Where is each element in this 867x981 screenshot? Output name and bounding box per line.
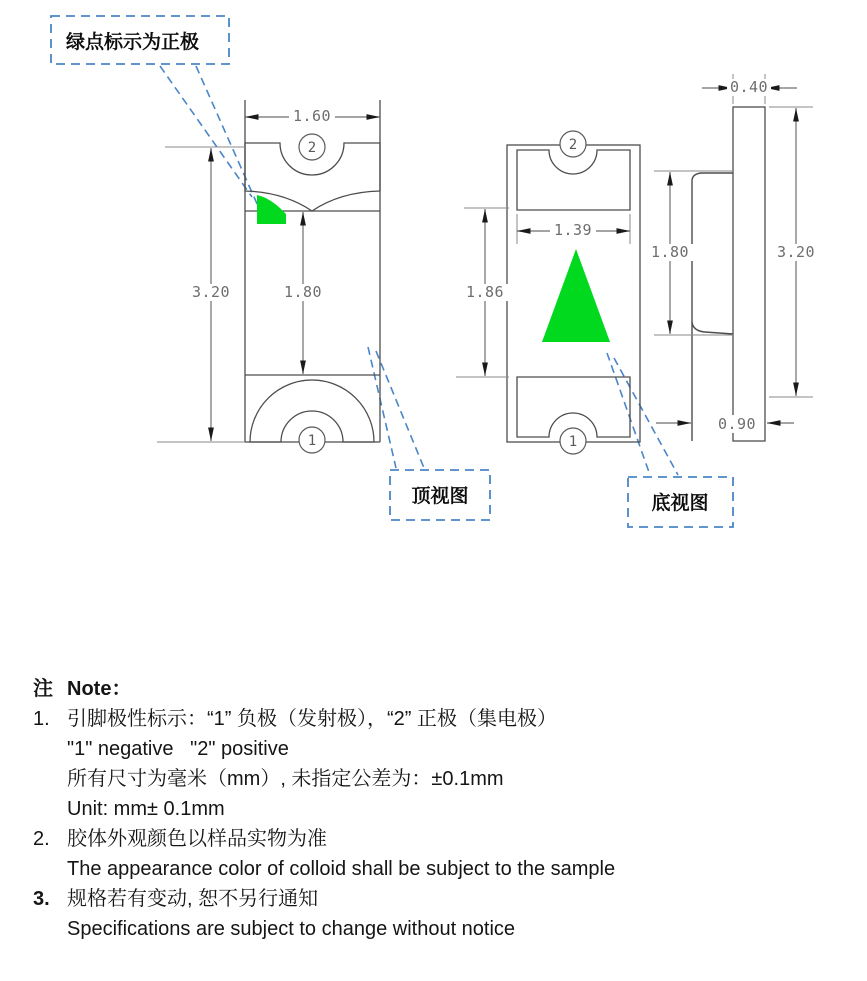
note-item-text: Unit: mm± 0.1mm [67, 798, 225, 820]
dim-top-view-width: 1.60 [292, 107, 332, 125]
note-heading-en: Note： [67, 678, 132, 700]
note-heading [33, 674, 833, 704]
dim-top-view-inner: 1.80 [283, 283, 323, 301]
notes-section [33, 674, 833, 944]
note-item-text: 规格若有变动, 恕不另行通知 [67, 888, 319, 910]
dim-bottom-view-inner-width: 1.39 [553, 221, 593, 239]
green-triangle-marker [542, 249, 610, 342]
note-item-number [33, 764, 67, 794]
note-item-text: "1" negative "2" positive [67, 738, 289, 760]
note-line [33, 764, 833, 794]
dim-bottom-view-inner-height: 1.86 [465, 283, 505, 301]
note-item-text: Specifications are subject to change without notice [67, 918, 516, 940]
dim-side-view-top-width: 0.40 [729, 78, 769, 96]
bottom-view-pad2-hatched [517, 150, 630, 210]
note-line [33, 794, 833, 824]
green-dot-callout-label: 绿点标示为正极 [66, 32, 200, 53]
lead-profile-bottom [692, 322, 733, 334]
top-view-drawing [157, 100, 380, 453]
lead-profile-top [692, 173, 733, 441]
note-item-number: 1. [33, 708, 50, 730]
side-view-drawing [647, 74, 819, 441]
bottom-view-drawing [456, 131, 640, 454]
note-line [33, 914, 833, 944]
note-item-text: 胶体外观颜色以样品实物为准 [67, 828, 327, 850]
note-line [33, 854, 833, 884]
note-heading-cn: 注 [33, 678, 53, 700]
dim-side-view-height: 3.20 [776, 243, 816, 261]
dim-side-view-lead-span: 1.80 [650, 243, 690, 261]
pin2-label: 2 [568, 137, 578, 153]
dim-side-view-bottom-width: 0.90 [717, 415, 757, 433]
top-view-callout-label: 顶视图 [411, 486, 469, 507]
pin1-label: 1 [568, 434, 578, 450]
note-item-number [33, 734, 67, 764]
note-item-number: 3. [33, 888, 50, 910]
note-item-number [33, 914, 67, 944]
note-item-number: 2. [33, 828, 50, 850]
note-line [33, 704, 833, 734]
pin1-label: 1 [307, 433, 317, 449]
green-polarity-dot [257, 195, 286, 224]
callout-leader-lines [160, 66, 678, 475]
note-item-text: 引脚极性标示：“1” 负极（发射极），“2” 正极（集电极） [67, 708, 557, 730]
note-item-number [33, 854, 67, 884]
dim-top-view-height: 3.20 [191, 283, 231, 301]
bottom-view-callout-label: 底视图 [651, 493, 709, 514]
note-item-number [33, 794, 67, 824]
pin2-label: 2 [307, 140, 317, 156]
note-item-text: 所有尺寸为毫米（mm）, 未指定公差为：±0.1mm [67, 768, 504, 790]
note-line [33, 884, 833, 914]
note-line [33, 734, 833, 764]
note-line [33, 824, 833, 854]
note-item-text: The appearance color of colloid shall be subject to the sample [67, 858, 616, 880]
